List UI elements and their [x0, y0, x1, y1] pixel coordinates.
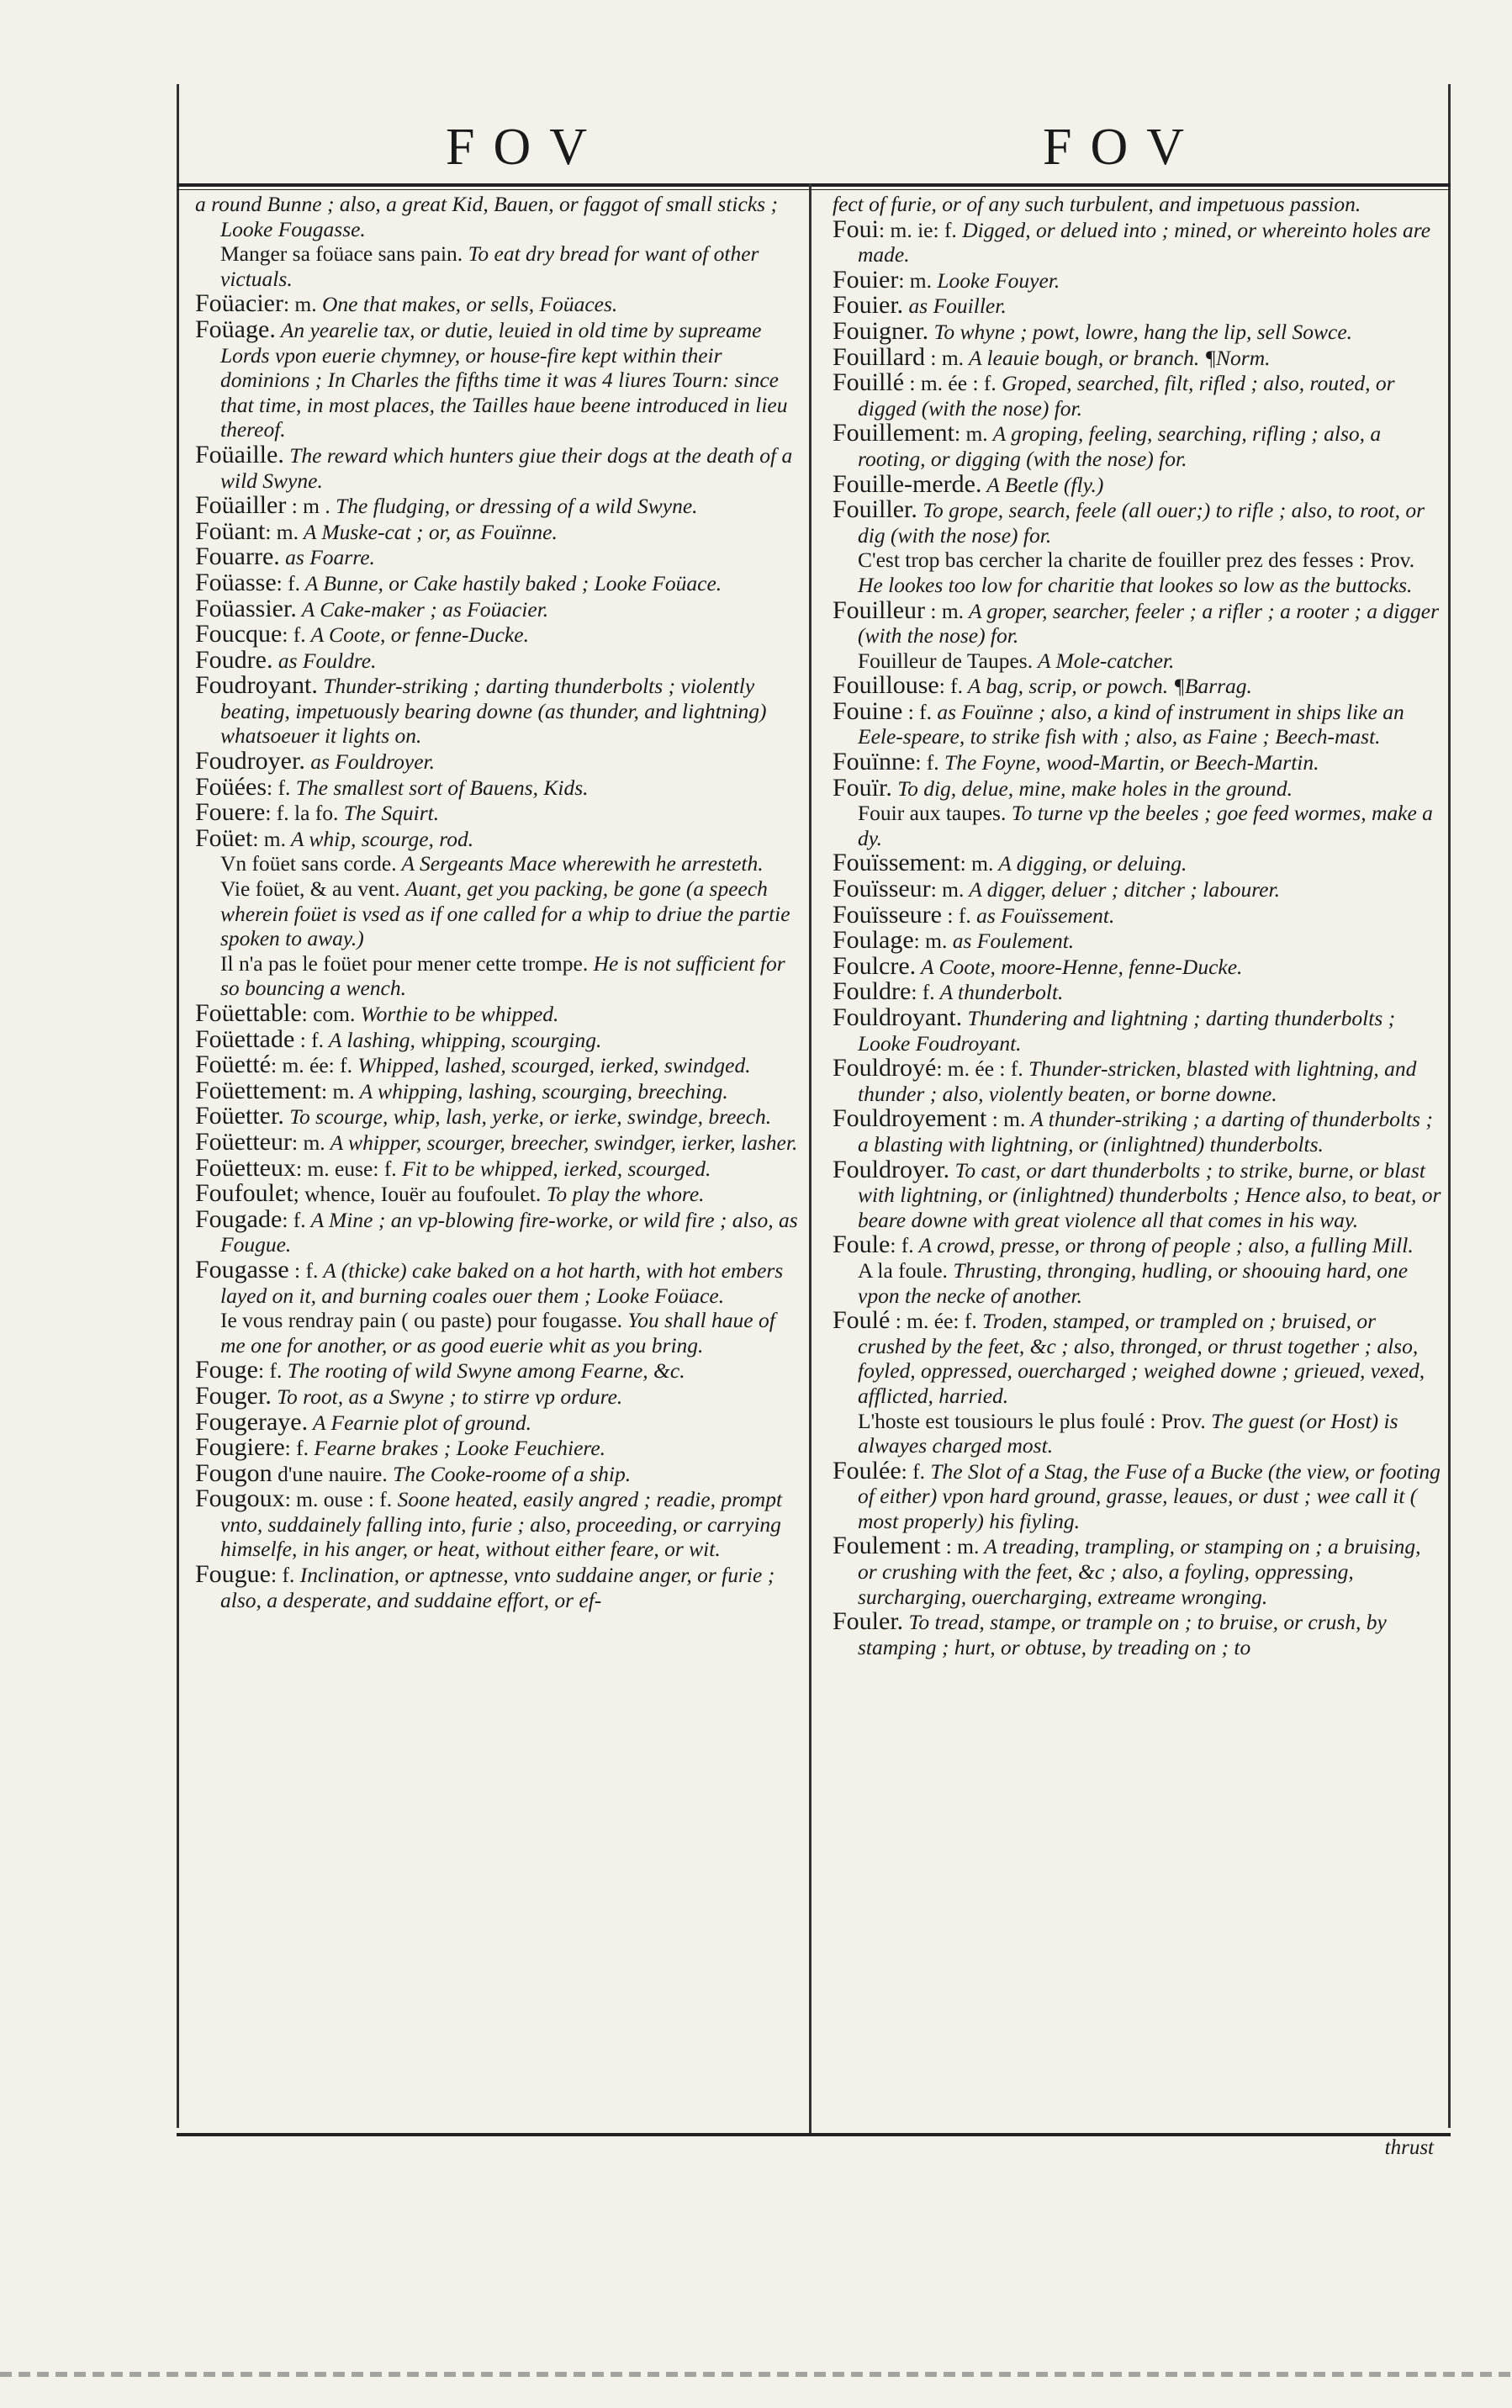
dictionary-entry: [833, 696, 1442, 749]
grammar-note: : m.: [960, 851, 994, 876]
dictionary-entry: [195, 1103, 805, 1130]
grammar-note: L'hoste est tousiours le plus foulé : Prov.: [858, 1408, 1206, 1433]
definition: To play the whore.: [541, 1182, 705, 1207]
grammar-note: : f.: [258, 1358, 283, 1384]
headword: Fougue: [195, 1560, 271, 1589]
grammar-note: : m.: [954, 421, 988, 447]
grammar-note: A la foule.: [858, 1257, 948, 1283]
running-head: [177, 101, 1451, 193]
headword: Foulage: [833, 926, 914, 955]
dictionary-entry: [833, 928, 1442, 954]
headword: Foüacier: [195, 289, 283, 318]
headword: Foudroyant.: [195, 671, 318, 700]
running-head-right: FOV: [1043, 119, 1203, 176]
definition: Thrusting, thronging, hudling, or shoouing hard, one vpon the necke of another.: [858, 1257, 1409, 1308]
grammar-note: : m. ée: f.: [890, 1309, 977, 1334]
headword: Foüailler: [195, 491, 287, 520]
dictionary-entry: [195, 823, 805, 852]
dictionary-entry: [833, 267, 1442, 294]
headword: Foüage.: [195, 315, 276, 343]
grammar-note: : m. ie: f.: [879, 217, 957, 242]
definition: The Squirt.: [338, 801, 440, 826]
dictionary-entry: [833, 469, 1442, 498]
dictionary-entry: [195, 1435, 805, 1461]
definition: To grope, search, feele (all ouer;) to rifle ; also, to root, or dig (with the nose) for.: [858, 498, 1425, 548]
dictionary-entry: [833, 342, 1442, 371]
grammar-note: Ie vous rendray pain ( ou paste) pour fougasse.: [220, 1308, 622, 1333]
dictionary-entry: [833, 548, 1442, 597]
dictionary-entry: [195, 516, 805, 545]
dictionary-entry: [833, 876, 1442, 902]
grammar-note: : m.: [265, 519, 299, 544]
dictionary-entry: [833, 214, 1442, 267]
definition: The smallest sort of Bauens, Kids.: [290, 775, 589, 800]
headword: Fouïssement: [833, 849, 960, 877]
dictionary-page: [177, 84, 1451, 2225]
column-divider: [809, 183, 812, 2133]
definition: Digged, or delued into ; mined, or whereinto holes are made.: [858, 217, 1431, 267]
grammar-note: : f.: [911, 980, 935, 1005]
definition: Looke Fouyer.: [932, 267, 1060, 293]
grammar-note: : f.: [938, 674, 964, 699]
definition: To turne vp the beeles ; goe feed wormes, make a dy.: [858, 801, 1433, 850]
scan-edge: [0, 2372, 1512, 2377]
headword: Foüettement: [195, 1076, 321, 1104]
dictionary-entry: [195, 1381, 805, 1410]
headword: Fouiller.: [833, 495, 917, 524]
headword: Foüetteur: [195, 1127, 292, 1156]
definition: A Sergeants Mace wherewith he arresteth.: [396, 851, 764, 876]
grammar-note: : m.: [986, 1107, 1026, 1132]
definition: A Cake-maker ; as Foüacier.: [296, 596, 549, 622]
grammar-note: d'une nauire.: [272, 1461, 388, 1486]
headword: Foüasse: [195, 568, 277, 596]
grammar-note: : f.: [282, 622, 306, 648]
headword: Fouldroyement: [833, 1104, 987, 1133]
definition: Soone heated, easily angred ; readie, prompt vnto, suddainely falling into, furie ; also, proceeding, or carrying himselfe, in his anger, or heat, without either feare, or wit.: [220, 1487, 783, 1562]
grammar-note: : m. ouse : f.: [284, 1487, 393, 1512]
definition: Inclination, or aptnesse, vnto suddaine anger, or furie ; also, a desperate, and suddaine effort, or ef-: [220, 1563, 775, 1612]
headword: Fouilleur: [833, 595, 925, 624]
running-head-left: FOV: [446, 119, 606, 176]
definition: A whip, scourge, rod.: [286, 826, 474, 851]
grammar-note: : f.: [271, 1563, 295, 1588]
headword: Fougoux: [195, 1484, 285, 1513]
definition: One that makes, or sells, Foüaces.: [316, 292, 618, 317]
headword: Fouine: [833, 696, 903, 725]
headword: Foulé: [833, 1306, 891, 1335]
dictionary-entry: [833, 1157, 1442, 1233]
dictionary-entry: [833, 316, 1442, 345]
definition: Fit to be whipped, ierked, scourged.: [396, 1156, 711, 1181]
definition: The Foyne, wood-Martin, or Beech-Martin.: [938, 750, 1319, 775]
dictionary-entry: [195, 544, 805, 570]
headword: Foudroyer.: [195, 747, 305, 775]
definition: A Bunne, or Cake hastily baked ; Looke Foüace.: [300, 570, 722, 595]
headword: Fougasse: [195, 1255, 289, 1283]
definition: A Fearnie plot of ground.: [308, 1410, 531, 1435]
headword: Foüetter.: [195, 1102, 284, 1130]
dictionary-entry: [833, 902, 1442, 929]
grammar-note: : m.: [925, 345, 965, 370]
dictionary-entry: [833, 293, 1442, 319]
headword: Fouarre.: [195, 542, 280, 571]
headword: Fouïnne: [833, 748, 916, 776]
headword: Fougon: [195, 1458, 272, 1487]
headword: Foui: [833, 214, 880, 243]
definition: You shall haue of me one for another, or as good euerie whit as you bring.: [220, 1308, 775, 1357]
grammar-note: : m.: [925, 598, 965, 623]
grammar-note: Il n'a pas le foüet pour mener cette trompe.: [220, 950, 589, 976]
definition: A whipper, scourger, breecher, swindger, ierker, lasher.: [325, 1130, 798, 1155]
dictionary-entry: [195, 772, 805, 801]
page-border-right: [1448, 84, 1451, 2128]
grammar-note: : f.: [288, 1257, 319, 1283]
dictionary-entry: [195, 1001, 805, 1027]
grammar-note: C'est trop bas cercher la charite de fouiller prez des fesses : Prov.: [858, 548, 1415, 573]
grammar-note: : f.: [890, 1233, 914, 1258]
definition: To root, as a Swyne ; to stirre vp ordure.: [271, 1384, 623, 1409]
dictionary-entry: [195, 951, 805, 1001]
definition: a round Bunne ; also, a great Kid, Bauen, or faggot of small sticks ; Looke Fougasse.: [195, 192, 778, 241]
definition: Groped, searched, filt, rifled ; also, routed, or digged (with the nose) for.: [858, 371, 1395, 421]
definition: A digger, deluer ; ditcher ; labourer.: [964, 877, 1280, 902]
dictionary-entry: [195, 1078, 805, 1104]
headword: Fougade: [195, 1204, 283, 1233]
headword: Fouler.: [833, 1607, 904, 1636]
headword: Fouillouse: [833, 671, 939, 700]
headword: Fouillé: [833, 368, 905, 397]
grammar-note: : m.: [291, 1130, 325, 1155]
grammar-note: Fouir aux taupes.: [858, 801, 1007, 826]
left-column: [195, 192, 805, 1612]
headword: Fouldroyer.: [833, 1155, 950, 1183]
dictionary-entry: [195, 1052, 805, 1078]
definition: The rooting of wild Swyne among Fearne, &c.: [282, 1358, 685, 1384]
headword: Foüettade: [195, 1024, 295, 1053]
grammar-note: : m. ée : f.: [904, 371, 997, 396]
grammar-note: Fouilleur de Taupes.: [858, 648, 1034, 673]
definition: A Mine ; an vp-blowing fire-worke, or wild fire ; also, as Fougue.: [220, 1207, 798, 1257]
footer-rule: [177, 2133, 1451, 2136]
grammar-note: : m.: [320, 1078, 355, 1103]
dictionary-entry: [195, 1153, 805, 1182]
headword: Foulcre.: [833, 951, 917, 980]
grammar-note: : f.: [901, 1458, 925, 1484]
definition: The Cooke-roome of a ship.: [387, 1461, 632, 1486]
dictionary-entry: [833, 775, 1442, 802]
dictionary-entry: [195, 1458, 805, 1487]
headword: Fouier: [833, 265, 899, 294]
definition: The fludging, or dressing of a wild Swyne.: [330, 494, 698, 519]
definition: Fearne brakes ; Looke Feuchiere.: [308, 1436, 606, 1461]
dictionary-entry: [195, 1562, 805, 1612]
definition: A thunder-striking ; a darting of thunderbolts ; a blasting with lightning, or (inlightned) thunderbolts.: [858, 1107, 1433, 1156]
headword: Fougeraye.: [195, 1407, 309, 1436]
grammar-note: : f.: [284, 1436, 309, 1461]
definition: To scourge, whip, lash, yerke, or ierke, swindge, breech.: [283, 1104, 772, 1130]
dictionary-entry: [195, 442, 805, 493]
headword: Fouigner.: [833, 316, 929, 345]
dictionary-entry: [833, 370, 1442, 421]
definition: A thunderbolt.: [934, 980, 1064, 1005]
headword: Fouldroyé: [833, 1054, 937, 1082]
headword: Foüaille.: [195, 440, 284, 468]
dictionary-entry: [833, 1258, 1442, 1308]
grammar-note: : f.: [282, 1207, 306, 1232]
headword: Fouger.: [195, 1381, 272, 1410]
catchword: thrust: [1384, 2136, 1434, 2159]
dictionary-entry: [195, 291, 805, 317]
definition: He lookes too low for charitie that lookes so low as the buttocks.: [858, 572, 1413, 597]
headword: Fouïsseur: [833, 875, 931, 903]
dictionary-entry: [195, 1127, 805, 1156]
grammar-note: : m .: [286, 494, 330, 519]
definition: A whipping, lashing, scourging, breeching.: [354, 1078, 728, 1103]
definition: To whyne ; powt, lowre, hang the lip, sell Sowce.: [928, 319, 1353, 344]
dictionary-entry: [833, 979, 1442, 1005]
dictionary-entry: [833, 595, 1442, 648]
definition: To tread, stampe, or trample on ; to bruise, or crush, by stamping ; hurt, or obtuse, by treading on ; to: [858, 1610, 1387, 1659]
dictionary-entry: [195, 876, 805, 951]
dictionary-entry: [195, 192, 805, 241]
definition: Thundering and lightning ; darting thunderbolts ; Looke Foudroyant.: [858, 1006, 1396, 1056]
grammar-note: : f.: [294, 1027, 325, 1052]
definition: A Coote, moore-Henne, fenne-Ducke.: [916, 954, 1243, 979]
grammar-note: : m.: [930, 877, 965, 902]
dictionary-entry: [195, 596, 805, 622]
headword: Foucque: [195, 620, 283, 648]
grammar-note: : m. ée: f.: [271, 1053, 353, 1078]
headword: Foüettable: [195, 999, 302, 1027]
grammar-note: : f.: [942, 902, 971, 928]
grammar-note: : f.: [902, 699, 933, 724]
dictionary-entry: [833, 850, 1442, 876]
definition: A treading, trampling, or stamping on ; a bruising, or crushing with the feet, &c ; also, a foyling, oppressing, surcharging, ouercharging, extreame wronging.: [858, 1534, 1421, 1609]
dictionary-entry: [833, 1308, 1442, 1408]
dictionary-entry: [833, 192, 1442, 217]
dictionary-entry: [833, 648, 1442, 674]
grammar-note: : m.: [898, 267, 932, 293]
grammar-note: : m.: [283, 292, 317, 317]
definition: A Muske-cat ; or, as Fouïnne.: [299, 519, 558, 544]
dictionary-entry: [195, 317, 805, 442]
dictionary-entry: [195, 851, 805, 876]
headword: Foudre.: [195, 645, 273, 674]
dictionary-entry: [195, 749, 805, 775]
right-column: [833, 192, 1442, 1659]
dictionary-entry: [833, 951, 1442, 980]
definition: A digging, or deluing.: [993, 851, 1187, 876]
definition: fect of furie, or of any such turbulent, and impetuous passion.: [833, 192, 1361, 216]
headword: Fougiere: [195, 1433, 285, 1462]
dictionary-entry: [833, 1458, 1442, 1534]
dictionary-entry: [833, 1609, 1442, 1659]
definition: A lashing, whipping, scourging.: [324, 1027, 602, 1052]
headword: Fouge: [195, 1356, 258, 1384]
grammar-note: : f.: [267, 775, 291, 800]
dictionary-entry: [195, 570, 805, 596]
definition: A Beetle (fly.): [981, 472, 1104, 497]
headword: Fouïr.: [833, 773, 892, 802]
headword: Fouïsseure: [833, 900, 942, 929]
dictionary-entry: [833, 673, 1442, 699]
dictionary-entry: [833, 1533, 1442, 1609]
definition: A groper, searcher, feeler ; a rifler ; a rooter ; a digger (with the nose) for.: [858, 598, 1439, 648]
definition: as Fouldre.: [272, 648, 377, 673]
grammar-note: ; whence, Iouër au foufoulet.: [293, 1182, 542, 1207]
dictionary-entry: [833, 497, 1442, 548]
definition: Troden, stamped, or trampled on ; bruised, or crushed by the feet, &c ; also, thronged, or thrust together ; also, foyled, oppressed, ouercharged ; weighed downe ; grieued, vexed, afflicted, harried.: [858, 1309, 1425, 1408]
definition: as Fouïnne ; also, a kind of instrument in ships like an Eele-speare, to strike fish with ; also, as Faine ; Beech-mast.: [858, 699, 1404, 749]
dictionary-entry: [833, 421, 1442, 471]
dictionary-entry: [833, 801, 1442, 850]
dictionary-entry: [195, 622, 805, 648]
dictionary-entry: [195, 645, 805, 674]
definition: A groping, feeling, searching, rifling ; also, a rooting, or digging (with the nose) for.: [858, 421, 1382, 471]
dictionary-entry: [195, 241, 805, 291]
definition: To eat dry bread for want of other victuals.: [220, 241, 759, 291]
dictionary-entry: [833, 1106, 1442, 1156]
headword: Fouillement: [833, 419, 954, 447]
grammar-note: : f.: [276, 570, 300, 595]
headword: Fouille-merde.: [833, 469, 982, 498]
definition: A Coote, or fenne-Ducke.: [305, 622, 529, 648]
definition: The Slot of a Stag, the Fuse of a Bucke (the view, or footing of either) vpon hard ground, grasse, leaues, or dust ; wee call it ( most properly) his fiyling.: [858, 1458, 1441, 1533]
definition: A Mole-catcher.: [1033, 648, 1175, 673]
grammar-note: : f.: [915, 750, 939, 775]
definition: Thunder-stricken, blasted with lightning, and thunder ; also, violently beaten, or borne downe.: [858, 1056, 1417, 1106]
dictionary-entry: [833, 749, 1442, 775]
grammar-note: : m.: [252, 826, 287, 851]
headword: Foüassier.: [195, 594, 297, 622]
headword: Foüetteux: [195, 1153, 296, 1182]
dictionary-entry: [195, 1486, 805, 1562]
dictionary-entry: [195, 1181, 805, 1207]
grammar-note: : f. la fo.: [265, 801, 339, 826]
grammar-note: : m.: [913, 929, 948, 954]
dictionary-entry: [195, 1257, 805, 1308]
definition: He is not sufficient for so bouncing a wench.: [220, 950, 785, 1001]
definition: A crowd, presse, or throng of people ; also, a fulling Mill.: [913, 1233, 1414, 1258]
dictionary-entry: [833, 1409, 1442, 1458]
dictionary-entry: [195, 1308, 805, 1357]
page-border-left: [177, 84, 179, 2128]
headword: Foule: [833, 1230, 891, 1259]
headword: Foüetté: [195, 1051, 271, 1079]
grammar-note: : m. ée : f.: [936, 1056, 1023, 1082]
definition: A (thicke) cake baked on a hot harth, with hot embers layed on it, and burning coales ouer them ; Looke Foüace.: [220, 1257, 784, 1308]
definition: as Fouiller.: [903, 294, 1007, 319]
definition: as Foulement.: [947, 929, 1075, 954]
dictionary-entry: [195, 673, 805, 749]
dictionary-entry: [195, 800, 805, 826]
headword: Foüées: [195, 772, 267, 801]
grammar-note: : m. euse: f.: [296, 1156, 397, 1181]
definition: An yearelie tax, or dutie, leuied in old time by supreame Lords vpon euerie chymney, or house-fire kept within their dominions ; In Charles the fifths time it was 4 liures Tourn: since that time, in most places, the Tailles haue beene introduced in lieu thereof.: [220, 317, 788, 442]
grammar-note: Manger sa foüace sans pain.: [220, 241, 463, 267]
grammar-note: : m.: [940, 1534, 980, 1559]
headword: Foüet: [195, 823, 253, 852]
definition: To cast, or dart thunderbolts ; to strike, burne, or blast with lightning, or (inlightned) thunderbolts ; Hence also, to beat, or beare downe with great violence all that comes in his way.: [858, 1157, 1441, 1232]
dictionary-entry: [195, 1357, 805, 1384]
grammar-note: : com.: [301, 1002, 356, 1026]
headword: Foüant: [195, 516, 266, 545]
definition: Whipped, lashed, scourged, ierked, swindged.: [352, 1053, 751, 1078]
definition: as Fouïssement.: [970, 902, 1115, 928]
headword: Fouere: [195, 798, 266, 827]
dictionary-entry: [833, 1232, 1442, 1258]
definition: The reward which hunters giue their dogs at the death of a wild Swyne.: [220, 442, 793, 493]
definition: To dig, delue, mine, make holes in the ground.: [891, 775, 1293, 801]
headword: Fouldre: [833, 977, 912, 1006]
dictionary-entry: [195, 1204, 805, 1257]
dictionary-entry: [833, 1056, 1442, 1106]
definition: Worthie to be whipped.: [355, 1002, 559, 1026]
dictionary-entry: [195, 493, 805, 519]
header-rule: [177, 183, 1451, 190]
definition: Thunder-striking ; darting thunderbolts ; violently beating, impetuously bearing downe (as thunder, and lightning) whatsoeuer it lights on.: [220, 674, 767, 749]
definition: as Foarre.: [279, 545, 375, 570]
definition: Auant, get you packing, be gone (a speech wherein foüet is vsed as if one called for a whip to driue the partie spoken to away.): [220, 876, 790, 951]
headword: Fouier.: [833, 291, 904, 320]
headword: Foufoulet: [195, 1179, 293, 1208]
headword: Foulement: [833, 1532, 941, 1560]
headword: Foulée: [833, 1456, 901, 1484]
definition: The guest (or Host) is alwayes charged most.: [858, 1408, 1398, 1458]
grammar-note: Vn foüet sans corde.: [220, 851, 397, 876]
dictionary-entry: [195, 1024, 805, 1053]
dictionary-entry: [195, 1407, 805, 1436]
grammar-note: Vie foüet, & au vent.: [220, 876, 400, 902]
dictionary-entry: [833, 1005, 1442, 1056]
headword: Fouldroyant.: [833, 1003, 963, 1031]
headword: Fouillard: [833, 342, 925, 371]
definition: as Fouldroyer.: [304, 749, 435, 775]
definition: A leauie bough, or branch. ¶Norm.: [964, 345, 1271, 370]
definition: A bag, scrip, or powch. ¶Barrag.: [963, 674, 1252, 699]
